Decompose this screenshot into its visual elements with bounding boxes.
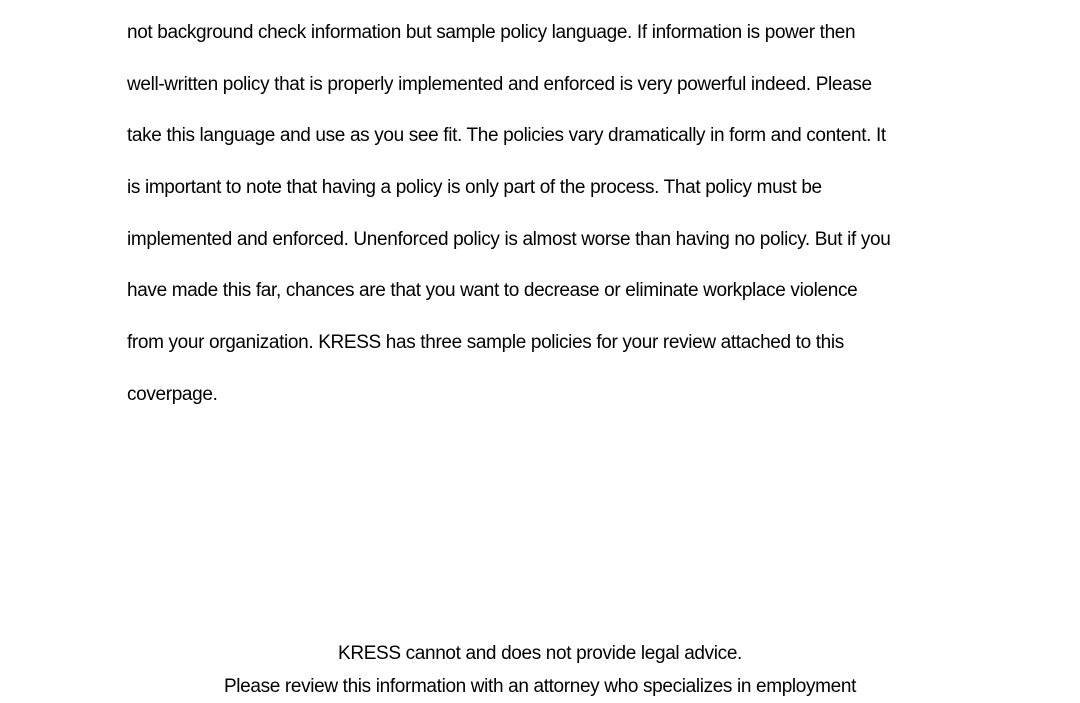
paragraph-line: well-written policy that is properly implemented and enforced is very powerful indeed. Please — [127, 73, 872, 95]
body-paragraph — [127, 13, 967, 427]
paragraph-line: from your organization. KRESS has three sample policies for your review attached to this — [127, 332, 844, 354]
paragraph-line: coverpage. — [127, 383, 218, 405]
disclaimer-line: KRESS cannot and does not provide legal advice. — [338, 643, 742, 664]
paragraph-line: not background check information but sample policy language. If information is power then — [127, 22, 856, 43]
paragraph-line: implemented and enforced. Unenforced policy is almost worse than having no policy. But if you — [127, 228, 891, 250]
disclaimer-line: Please review this information with an attorney who specializes in employment — [223, 676, 857, 697]
disclaimer-footer — [0, 637, 1080, 703]
paragraph-line: have made this far, chances are that you want to decrease or eliminate workplace violence — [127, 280, 858, 302]
paragraph-line: is important to note that having a policy is only part of the process. That policy must be — [127, 177, 822, 199]
paragraph-line: take this language and use as you see fit. The policies vary dramatically in form and content. It — [127, 125, 886, 147]
